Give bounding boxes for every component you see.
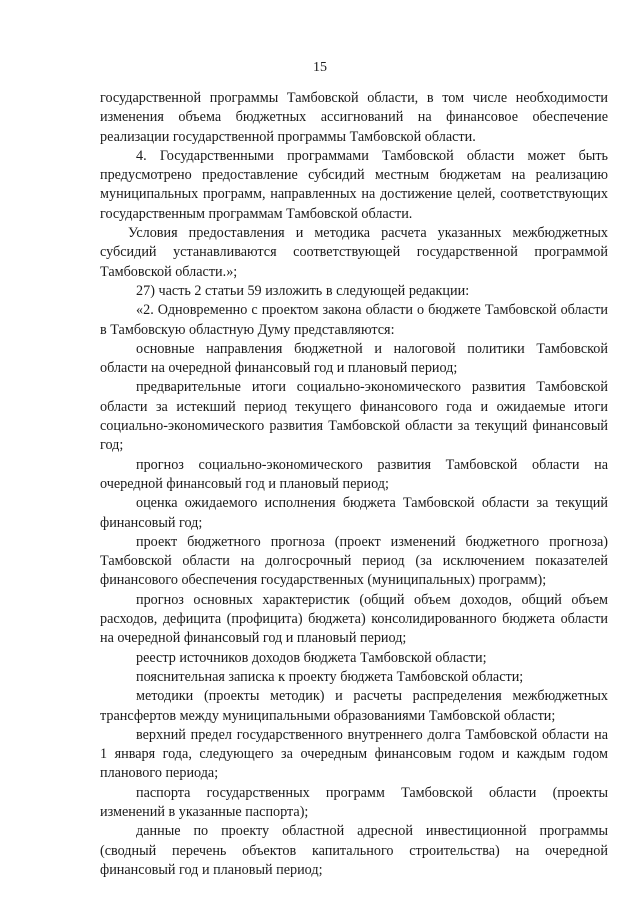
list-item-consolidated-forecast: прогноз основных характеристик (общий объем доходов, общий объем расходов, дефицита (профицита) бюджета) консолидированного бюджета области на очередной финансовый год и плановый период; [100, 591, 608, 647]
list-item-preliminary-results: предварительные итоги социально-экономического развития Тамбовской области за истекший период текущего финансового года и ожидаемые итоги социально-экономического развития Тамбовской области за текущий финансовый год; [100, 379, 608, 454]
paragraph-article-59-part-2: «2. Одновременно с проектом закона области о бюджете Тамбовской области в Тамбовскую областную Думу представляются: [100, 302, 608, 338]
list-item-program-passports: паспорта государственных программ Тамбовской области (проекты изменений в указанные паспорта); [100, 784, 608, 820]
list-item-debt-limit: верхний предел государственного внутреннего долга Тамбовской области на 1 января года, следующего за очередным финансовым годом и каждым годом планового периода; [100, 726, 608, 782]
list-item-execution-estimate: оценка ожидаемого исполнения бюджета Тамбовской области за текущий финансовый год; [100, 495, 608, 531]
paragraph-item-4: 4. Государственными программами Тамбовской области может быть предусмотрено предоставление субсидий местным бюджетам на реализацию муниципальных программ, направленных на достижение целей, соответствующих государственным программам Тамбовской области. [100, 147, 608, 222]
list-item-transfer-methods: методики (проекты методик) и расчеты распределения межбюджетных трансфертов между муниципальными образованиями Тамбовской области; [100, 688, 608, 724]
document-body [100, 89, 608, 880]
list-item-budget-policy: основные направления бюджетной и налоговой политики Тамбовской области на очередной финансовый год и плановый период; [100, 340, 608, 377]
page-number: 15 [313, 60, 327, 75]
list-item-forecast: прогноз социально-экономического развития Тамбовской области на очередной финансовый год и плановый период; [100, 456, 608, 492]
list-item-revenue-registry: реестр источников доходов бюджета Тамбовской области; [136, 649, 487, 666]
paragraph-continuation: государственной программы Тамбовской области, в том числе необходимости изменения объема бюджетных ассигнований на финансовое обеспечение реализации государственной программы Тамбовской области. [100, 90, 608, 145]
list-item-investment-program: данные по проекту областной адресной инвестиционной программы (сводный перечень объектов капитального строительства) на очередной финансовый год и плановый период; [100, 823, 608, 878]
paragraph-amendment-27: 27) часть 2 статьи 59 изложить в следующей редакции: [136, 282, 470, 299]
paragraph-subsidy-conditions: Условия предоставления и методика расчета указанных межбюджетных субсидий устанавливаются соответствующей государственной программой Тамбовской области.»; [100, 225, 608, 280]
list-item-budget-forecast-draft: проект бюджетного прогноза (проект изменений бюджетного прогноза) Тамбовской области на долгосрочный период (за исключением показателей финансового обеспечения государственных (муниципальных) программ); [100, 533, 608, 589]
list-item-explanatory-note: пояснительная записка к проекту бюджета Тамбовской области; [136, 668, 524, 685]
